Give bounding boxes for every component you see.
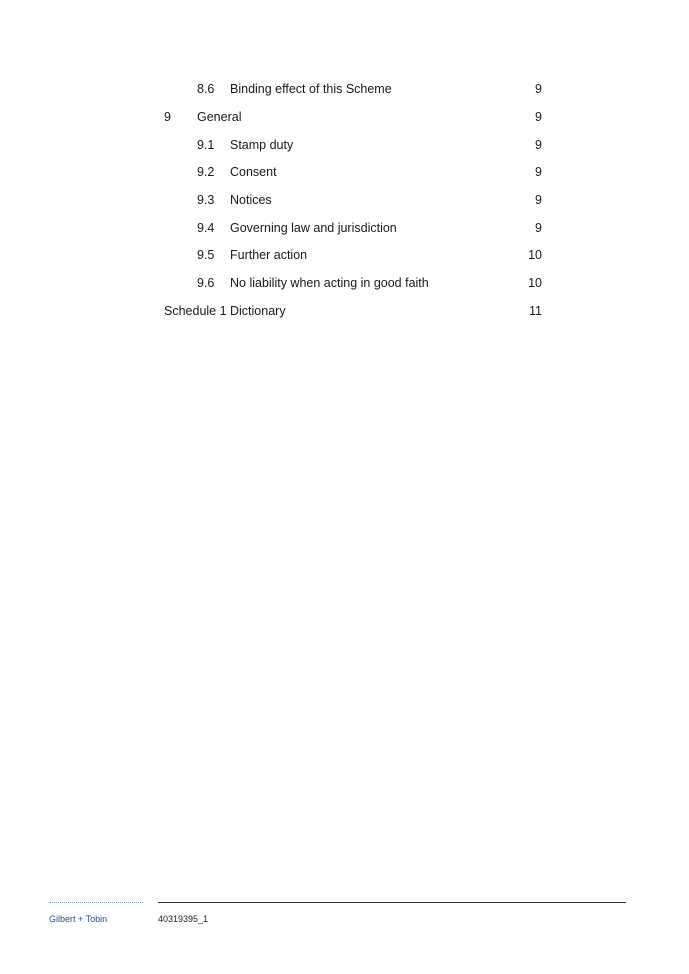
toc-entry-9-6[interactable] <box>0 273 689 293</box>
toc-entry-9-4[interactable] <box>0 218 689 238</box>
toc-entry-schedule-1[interactable] <box>0 301 689 321</box>
toc-label: Stamp duty <box>230 138 294 152</box>
toc-page: 9 <box>535 221 542 235</box>
toc-page: 10 <box>528 276 542 290</box>
footer-document-reference: 40319395_1 <box>158 914 209 924</box>
toc-number: 8.6 <box>197 82 215 96</box>
toc-number: 9.6 <box>197 276 215 290</box>
toc-number: 9.3 <box>197 193 215 207</box>
toc-page: 9 <box>535 110 542 124</box>
toc-number: Schedule 1 <box>164 304 227 318</box>
toc-page: 11 <box>529 304 542 318</box>
footer-rule <box>158 902 626 903</box>
toc-entry-8-6[interactable] <box>0 79 689 99</box>
toc-label: Binding effect of this Scheme <box>230 82 392 96</box>
toc-page: 9 <box>535 165 542 179</box>
toc-label: Dictionary <box>230 304 286 318</box>
footer-dotted-rule <box>49 902 143 903</box>
toc-entry-9[interactable] <box>0 107 689 127</box>
toc-entry-9-1[interactable] <box>0 135 689 155</box>
toc-label: Governing law and jurisdiction <box>230 221 397 235</box>
footer-firm-name: Gilbert + Tobin <box>49 914 108 924</box>
toc-label: Further action <box>230 248 308 262</box>
toc-number: 9.1 <box>197 138 215 152</box>
toc-entry-9-5[interactable] <box>0 245 689 265</box>
toc-number: 9 <box>164 110 171 124</box>
toc-label: No liability when acting in good faith <box>230 276 429 290</box>
toc-label: Notices <box>230 193 272 207</box>
toc-page: 9 <box>535 138 542 152</box>
toc-number: 9.4 <box>197 221 215 235</box>
toc-label: General <box>197 110 242 124</box>
toc-page: 9 <box>535 82 542 96</box>
toc-page: 9 <box>535 193 542 207</box>
toc-number: 9.5 <box>197 248 215 262</box>
toc-entry-9-2[interactable] <box>0 162 689 182</box>
toc-page: 10 <box>528 248 542 262</box>
toc-entry-9-3[interactable] <box>0 190 689 210</box>
toc-label: Consent <box>230 165 277 179</box>
toc-number: 9.2 <box>197 165 215 179</box>
